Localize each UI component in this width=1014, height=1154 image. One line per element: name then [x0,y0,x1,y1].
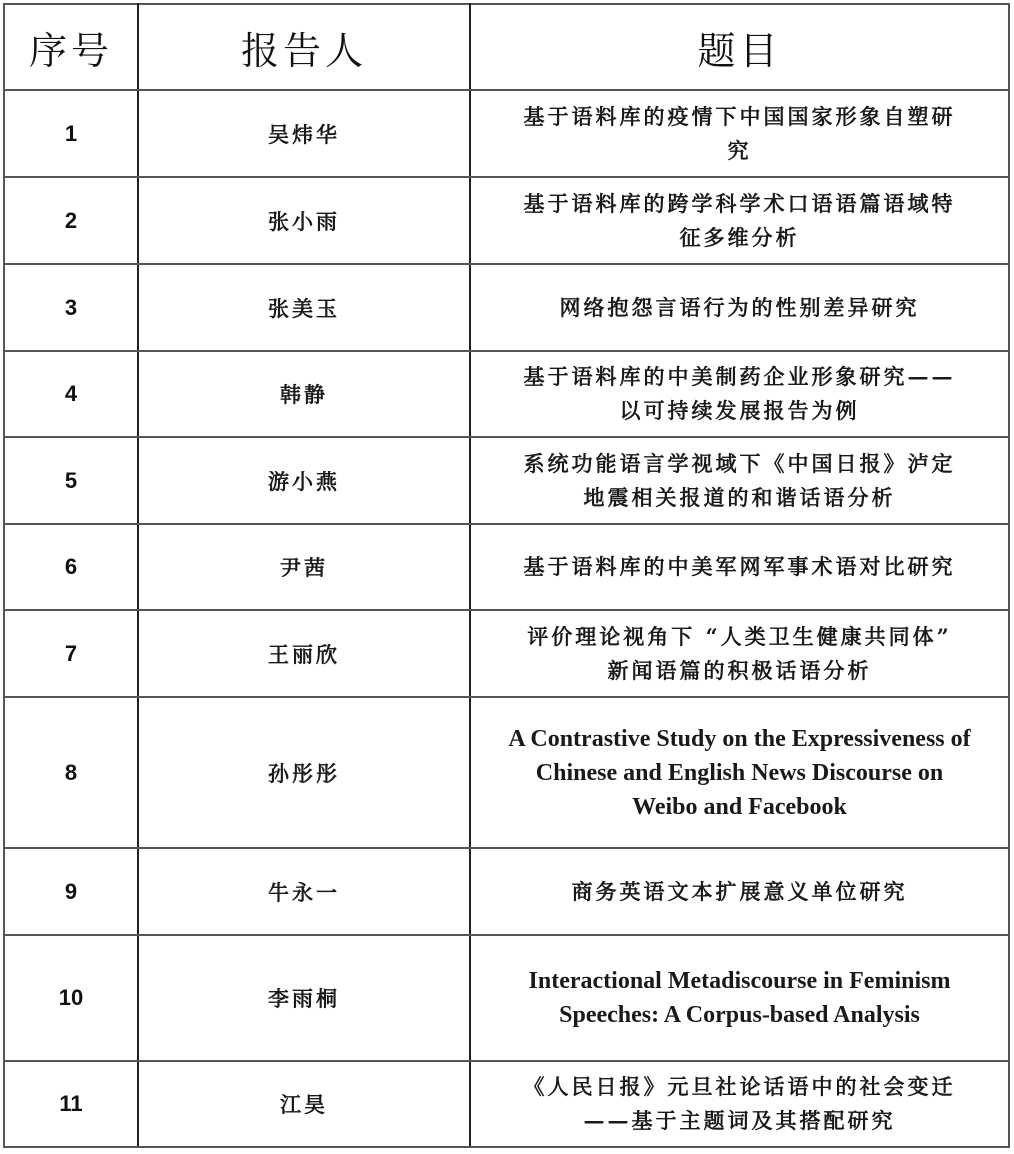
row-number: 4 [4,351,138,437]
row-number: 1 [4,90,138,177]
row-number: 8 [4,697,138,848]
row-title [470,935,1009,1061]
title-line: ——基于主题词及其搭配研究 [583,1108,896,1133]
header-number: 序号 [4,4,138,90]
row-speaker: 吴炜华 [138,90,470,177]
title-line: 新闻语篇的积极话语分析 [607,657,872,683]
row-speaker: 尹茜 [138,524,470,610]
row-speaker: 游小燕 [138,437,470,524]
row-title [470,437,1009,524]
table-row [4,610,1009,697]
row-title [470,524,1009,610]
title-line: 基于语料库的中美军网军事术语对比研究 [523,554,956,579]
title-line: 商务英语文本扩展意义单位研究 [571,878,908,904]
title-line: Chinese and English News Discourse on [535,759,944,786]
row-speaker: 孙彤彤 [138,697,470,848]
row-title [470,264,1009,351]
header-title: 题目 [470,4,1009,90]
title-line: 基于语料库的中美制药企业形象研究—— [523,364,956,389]
table-row [4,935,1009,1061]
row-speaker: 王丽欣 [138,610,470,697]
title-line: 征多维分析 [679,224,800,250]
table-row [4,1061,1009,1147]
title-line: 基于语料库的疫情下中国国家形象自塑研 [523,103,956,129]
title-line: 评价理论视角下 “人类卫生健康共同体” [527,623,952,649]
table-row [4,848,1009,935]
row-title [470,610,1009,697]
title-line: Interactional Metadiscourse in Feminism [528,968,951,994]
table-row [4,697,1009,848]
table-row [4,437,1009,524]
row-speaker: 李雨桐 [138,935,470,1061]
row-number: 3 [4,264,138,351]
table-row [4,524,1009,610]
header-speaker: 报告人 [138,4,470,90]
row-number: 11 [4,1061,138,1147]
table-row [4,90,1009,177]
row-speaker: 韩静 [138,351,470,437]
title-line: A Contrastive Study on the Expressiveness of [508,725,971,752]
row-number: 6 [4,524,138,610]
title-line: Speeches: A Corpus-based Analysis [559,1002,920,1028]
title-line: 基于语料库的跨学科学术口语语篇语域特 [523,190,956,216]
row-title [470,697,1009,848]
title-line: Weibo and Facebook [632,793,847,820]
row-speaker: 张小雨 [138,177,470,264]
row-title [470,1061,1009,1147]
presentation-schedule-table [3,3,1010,1148]
row-speaker: 牛永一 [138,848,470,935]
title-line: 地震相关报道的和谐话语分析 [583,484,896,510]
title-line: 以可持续发展报告为例 [619,398,860,423]
row-title [470,848,1009,935]
title-line: 《人民日报》元旦社论话语中的社会变迁 [523,1074,956,1099]
row-number: 9 [4,848,138,935]
row-number: 7 [4,610,138,697]
header-row [4,4,1009,90]
row-number: 2 [4,177,138,264]
title-line: 究 [727,137,752,163]
row-speaker: 江昊 [138,1061,470,1147]
row-title [470,90,1009,177]
row-title [470,351,1009,437]
title-line: 系统功能语言学视域下《中国日报》泸定 [523,450,956,476]
row-title [470,177,1009,264]
title-line: 网络抱怨言语行为的性别差异研究 [559,294,920,320]
table-row [4,351,1009,437]
row-speaker: 张美玉 [138,264,470,351]
row-number: 10 [4,935,138,1061]
row-number: 5 [4,437,138,524]
table-row [4,264,1009,351]
table-row [4,177,1009,264]
